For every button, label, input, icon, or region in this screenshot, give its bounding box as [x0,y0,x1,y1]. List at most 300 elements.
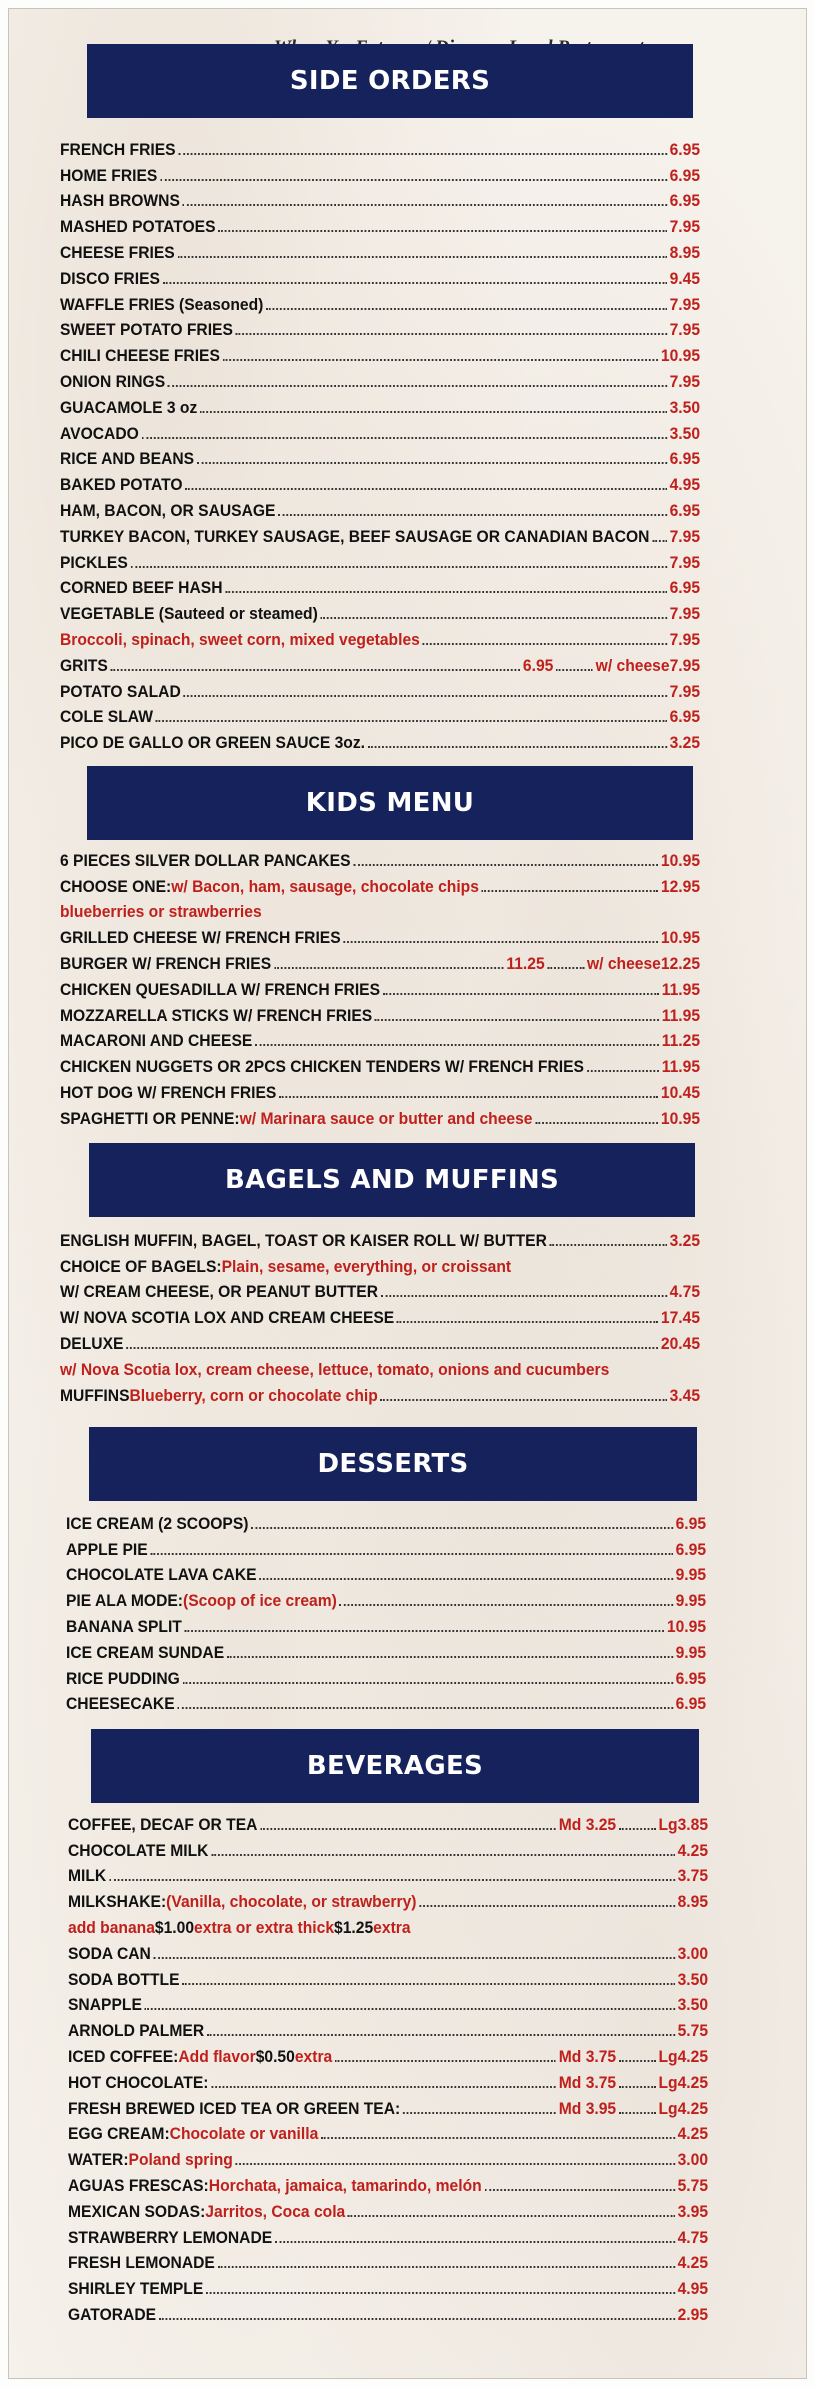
menu-item [68,2067,708,2093]
menu-item [66,1611,706,1637]
item-price: 7.95 [669,526,701,546]
leader-dots [535,1122,658,1124]
menu-item [60,1077,700,1103]
menu-item [68,1912,708,1938]
menu-item [68,1938,708,1964]
leader-dots [321,2137,675,2139]
leader-dots [419,1905,675,1907]
item-name: HAM, BACON, OR SAUSAGE [60,500,276,520]
menu-item [68,2170,708,2196]
leader-dots [227,1656,673,1658]
leader-dots [111,669,521,671]
leader-dots [177,1707,672,1709]
leader-dots [259,1578,672,1580]
menu-item [60,495,700,521]
menu-item [66,1508,706,1534]
item-price-large-label: Lg [658,2046,678,2066]
item-name: TURKEY BACON, TURKEY SAUSAGE, BEEF SAUSAGE OR CANADIAN BACON [60,526,650,546]
item-name: ICE CREAM (2 SCOOPS) [66,1513,249,1533]
leader-dots [223,359,658,361]
item-name: RICE AND BEANS [60,449,195,469]
desserts-list [66,1508,706,1714]
leader-dots [126,1347,658,1349]
item-name: FRESH LEMONADE [68,2253,215,2273]
leader-dots [142,437,667,439]
leader-dots [211,1854,675,1856]
item-price: 10.95 [666,1616,707,1636]
menu-item [60,315,700,341]
item-price: 10.45 [660,1082,701,1102]
item-name: CHOICE OF BAGELS: [60,1256,222,1276]
item-name: CHICKEN QUESADILLA W/ FRENCH FRIES [60,979,381,999]
banner-beverages: BEVERAGES [91,1729,699,1803]
item-price-small: Md 3.75 [558,2072,617,2092]
item-price: 7.95 [669,604,701,624]
menu-item [60,366,700,392]
item-name: STRAWBERRY LEMONADE [68,2227,273,2247]
menu-item [68,2196,708,2222]
leader-dots [375,1019,659,1021]
item-price: 6.95 [669,449,701,469]
leader-dots [340,1604,673,1606]
item-price: 3.25 [669,733,701,753]
item-price: 4.75 [677,2227,709,2247]
menu-item [66,1534,706,1560]
leader-dots [145,2008,675,2010]
item-name: PIE ALA MODE: [66,1591,184,1611]
menu-item [68,2093,708,2119]
leader-dots [131,566,667,568]
menu-item [66,1663,706,1689]
item-price: 6.95 [675,1513,707,1533]
menu-item [60,1302,700,1328]
item-price: 11.95 [661,1005,701,1025]
item-name: COLE SLAW [60,707,153,727]
item-price: 20.45 [660,1333,701,1353]
bagels-list [60,1225,700,1406]
item-description: (Scoop of ice cream) [183,1591,337,1611]
item-price-large-label: Lg [658,2098,678,2118]
leader-dots [255,1044,659,1046]
item-price: 9.95 [675,1565,707,1585]
leader-dots [321,617,667,619]
item-name: GRILLED CHEESE W/ FRENCH FRIES [60,928,341,948]
item-price: 7.95 [669,681,701,701]
item-name: ARNOLD PALMER [68,2021,205,2041]
item-name: W/ CREAM CHEESE, OR PEANUT BUTTER [60,1282,379,1302]
item-price: 3.50 [677,1969,709,1989]
menu-item [60,521,700,547]
leader-dots [381,1295,667,1297]
item-name: HASH BROWNS [60,191,180,211]
item-note: $1.25 [334,1917,374,1937]
item-price: 17.45 [660,1308,701,1328]
leader-dots [207,2034,675,2036]
item-note: w/ Nova Scotia lox, cream cheese, lettuce, tomato, onions and cucumbers [60,1359,610,1379]
item-price: 6.95 [669,139,701,159]
leader-dots [556,669,593,671]
item-name: CHEESECAKE [66,1694,175,1714]
item-name: ICED COFFEE: [68,2046,179,2066]
leader-dots [236,2163,675,2165]
item-name: HOME FRIES [60,165,158,185]
item-name: DISCO FRIES [60,268,160,288]
menu-item [60,1225,700,1251]
kids-menu-list [60,845,700,1129]
leader-dots [484,2189,674,2191]
leader-dots [266,308,667,310]
item-note: $1.00 [154,1917,195,1937]
banner-kids-menu: KIDS MENU [87,766,693,840]
item-price: 11.25 [661,1031,701,1051]
menu-item [60,1277,700,1303]
item-price: 3.75 [677,1866,709,1886]
menu-item [68,2273,708,2299]
menu-item [60,871,700,897]
item-name: SPAGHETTI OR PENNE: [60,1108,240,1128]
item-name: MOZZARELLA STICKS W/ FRENCH FRIES [60,1005,373,1025]
menu-item [68,1835,708,1861]
item-price: 7.95 [669,294,701,314]
item-price: 10.95 [660,928,701,948]
item-price: 6.95 [669,578,701,598]
menu-item [60,676,700,702]
leader-dots [397,1321,658,1323]
item-price: 3.85 [677,1814,709,1834]
leader-dots [154,1957,675,1959]
item-name: GATORADE [68,2304,157,2324]
leader-dots [652,540,667,542]
menu-item [60,845,700,871]
menu-item [68,2299,708,2325]
leader-dots [383,993,659,995]
item-name: DELUXE [60,1333,124,1353]
item-name: CHOOSE ONE: [60,876,172,896]
item-price: 3.25 [669,1230,701,1250]
item-price: 7.95 [669,217,701,237]
item-price: 5.75 [677,2175,709,2195]
menu-item [60,211,700,237]
item-note: Broccoli, spinach, sweet corn, mixed vegetables [60,629,420,649]
item-name: COFFEE, DECAF OR TEA [68,1814,258,1834]
item-name: CHOCOLATE MILK [68,1840,209,1860]
leader-dots [160,179,667,181]
leader-dots [260,1828,556,1830]
menu-item [60,160,700,186]
item-name: HOT CHOCOLATE: [68,2072,209,2092]
leader-dots [211,2086,556,2088]
item-name: CHOCOLATE LAVA CAKE [66,1565,257,1585]
item-price: 3.00 [677,2150,709,2170]
item-price-large-label: w/ cheese [586,953,661,973]
menu-item [60,134,700,160]
item-name: RICE PUDDING [66,1668,180,1688]
item-description: Poland spring [128,2150,233,2170]
menu-item [68,2144,708,2170]
menu-item [60,573,700,599]
item-note: extra or extra thick [194,1917,335,1937]
leader-dots [381,1399,667,1401]
leader-dots [550,1244,667,1246]
item-name: CHEESE FRIES [60,242,175,262]
leader-dots [353,864,658,866]
item-extra-price: $0.50 [255,2046,295,2066]
item-price: 9.95 [675,1591,707,1611]
menu-item [66,1689,706,1715]
menu-item [60,974,700,1000]
item-price-large-label: Lg [658,1814,678,1834]
leader-dots [185,488,667,490]
side-orders-list [60,134,700,753]
menu-item [60,598,700,624]
item-description: w/ Marinara sauce or butter and cheese [239,1108,533,1128]
menu-item [60,469,700,495]
menu-item [60,1026,700,1052]
menu-item [68,1964,708,1990]
item-name: SODA BOTTLE [68,1969,180,1989]
menu-item [68,2041,708,2067]
item-price: 10.95 [660,850,701,870]
menu-item [66,1560,706,1586]
leader-dots [182,1983,675,1985]
item-price: 6.95 [669,707,701,727]
item-price: 11.95 [661,1057,701,1077]
leader-dots [178,153,666,155]
leader-dots [619,2112,656,2114]
item-name: APPLE PIE [66,1539,148,1559]
menu-item [60,1251,700,1277]
item-name: FRENCH FRIES [60,139,176,159]
menu-item [60,547,700,573]
leader-dots [274,967,504,969]
item-name: ENGLISH MUFFIN, BAGEL, TOAST OR KAISER ROLL W/ BUTTER [60,1230,547,1250]
leader-dots [225,591,667,593]
menu-item [68,2119,708,2145]
item-name: EGG CREAM: [68,2124,170,2144]
menu-item [60,702,700,728]
menu-item [60,650,700,676]
item-price: 4.25 [677,2253,709,2273]
leader-dots [200,411,667,413]
item-description: Blueberry, corn or chocolate chip [129,1385,378,1405]
menu-item [60,1328,700,1354]
banner-bagels-muffins: BAGELS AND MUFFINS [89,1143,695,1217]
item-name: BURGER W/ FRENCH FRIES [60,953,272,973]
item-price-small: Md 3.95 [558,2098,617,2118]
leader-dots [587,1070,659,1072]
menu-item [60,1354,700,1380]
item-price: 7.95 [669,629,701,649]
item-name: VEGETABLE (Sauteed or steamed) [60,604,318,624]
item-price: 4.25 [677,2046,709,2066]
menu-item [60,340,700,366]
item-price: 7.95 [669,320,701,340]
leader-dots [236,333,667,335]
leader-dots [156,720,667,722]
item-name: PICKLES [60,552,128,572]
item-price: 10.95 [660,346,701,366]
item-name: CHICKEN NUGGETS OR 2PCS CHICKEN TENDERS W/ FRENCH FRIES [60,1057,584,1077]
item-price: 6.95 [675,1694,707,1714]
item-price-large-label: Lg [658,2072,678,2092]
item-price: 7.95 [669,371,701,391]
item-price: 8.95 [669,242,701,262]
item-name: BANANA SPLIT [66,1616,182,1636]
item-price-small: 11.25 [506,953,545,973]
item-price: 6.95 [669,500,701,520]
menu-item [68,1861,708,1887]
item-name: MILK [68,1866,107,1886]
item-name: MASHED POTATOES [60,217,216,237]
item-price: 3.50 [669,423,701,443]
menu-item [60,1380,700,1406]
menu-item [60,186,700,212]
leader-dots [218,230,667,232]
leader-dots [279,1096,658,1098]
menu-item [68,2248,708,2274]
item-price: 4.25 [677,2098,709,2118]
menu-item [60,948,700,974]
leader-dots [150,1553,672,1555]
item-description: Add flavor [178,2046,256,2066]
item-name: WAFFLE FRIES (Seasoned) [60,294,264,314]
item-price: 7.95 [669,552,701,572]
leader-dots [335,2060,556,2062]
item-price-small: Md 3.75 [558,2046,617,2066]
banner-desserts: DESSERTS [89,1427,697,1501]
leader-dots [159,2318,675,2320]
item-price: 10.95 [660,1108,701,1128]
leader-dots [218,2266,675,2268]
item-price-small: 6.95 [522,655,554,675]
menu-item [60,624,700,650]
item-name: WATER: [68,2150,129,2170]
menu-item [60,392,700,418]
leader-dots [109,1879,675,1881]
menu-item [68,2222,708,2248]
item-price: 9.45 [669,268,701,288]
item-description: (Vanilla, chocolate, or strawberry) [166,1892,417,1912]
item-name: SHIRLEY TEMPLE [68,2279,204,2299]
item-price: 4.25 [677,1840,709,1860]
item-price: 7.95 [669,655,701,675]
item-description: w/ Bacon, ham, sausage, chocolate chips [171,876,479,896]
leader-dots [368,746,667,748]
item-description: Plain, sesame, everything, or croissant [221,1256,512,1276]
leader-dots [619,2060,656,2062]
item-price: 2.95 [677,2304,709,2324]
menu-item [60,418,700,444]
leader-dots [403,2112,556,2114]
item-description: Horchata, jamaica, tamarindo, melón [208,2175,482,2195]
leader-dots [168,385,667,387]
item-price: 6.95 [669,191,701,211]
item-name: GRITS [60,655,108,675]
leader-dots [482,890,658,892]
leader-dots [185,1630,664,1632]
item-name: GUACAMOLE 3 oz [60,397,198,417]
leader-dots [163,282,667,284]
item-name: AGUAS FRESCAS: [68,2175,209,2195]
leader-dots [547,967,584,969]
item-name: SNAPPLE [68,1995,142,2015]
item-price: 4.75 [669,1282,701,1302]
item-name: BAKED POTATO [60,475,183,495]
leader-dots [197,462,667,464]
item-price: 12.95 [660,876,701,896]
item-name: HOT DOG W/ FRENCH FRIES [60,1082,277,1102]
item-price: 6.95 [669,165,701,185]
item-name: MACARONI AND CHEESE [60,1031,253,1051]
item-name: MUFFINS [60,1385,130,1405]
item-name: POTATO SALAD [60,681,181,701]
leader-dots [183,1682,673,1684]
leader-dots [619,1828,656,1830]
item-note: add banana [68,1917,155,1937]
item-name: PICO DE GALLO OR GREEN SAUCE 3oz. [60,733,366,753]
menu-item [60,263,700,289]
beverages-list [68,1809,708,2325]
item-note: blueberries or strawberries [60,902,262,922]
item-name: W/ NOVA SCOTIA LOX AND CREAM CHEESE [60,1308,395,1328]
item-price: 3.95 [677,2201,709,2221]
item-price-small: Md 3.25 [558,1814,617,1834]
menu-item [68,1990,708,2016]
menu-item [68,1809,708,1835]
item-name: AVOCADO [60,423,139,443]
menu-item [60,237,700,263]
item-price-large-label: w/ cheese [595,655,670,675]
item-price: 3.00 [677,1943,709,1963]
item-price: 3.50 [677,1995,709,2015]
menu-item [60,922,700,948]
item-description: extra [294,2046,333,2066]
item-price: 4.25 [677,2072,709,2092]
leader-dots [423,643,667,645]
menu-item [60,897,700,923]
item-name: ONION RINGS [60,371,166,391]
item-name: 6 PIECES SILVER DOLLAR PANCAKES [60,850,351,870]
menu-item [60,1000,700,1026]
item-price: 3.50 [669,397,701,417]
item-price: 3.45 [669,1385,701,1405]
item-price: 11.95 [661,979,701,999]
item-note: extra [373,1917,411,1937]
item-name: SODA CAN [68,1943,151,1963]
item-price: 6.95 [675,1668,707,1688]
item-price: 12.25 [660,953,701,973]
item-name: SWEET POTATO FRIES [60,320,233,340]
item-price: 4.95 [677,2279,709,2299]
item-description: Jarritos, Coca cola [205,2201,346,2221]
item-name: FRESH BREWED ICED TEA OR GREEN TEA: [68,2098,401,2118]
banner-side-orders: SIDE ORDERS [87,44,693,118]
leader-dots [251,1527,673,1529]
leader-dots [278,514,667,516]
item-name: MEXICAN SODAS: [68,2201,206,2221]
item-price: 8.95 [677,1892,709,1912]
leader-dots [275,2241,675,2243]
leader-dots [206,2292,675,2294]
menu-item [66,1585,706,1611]
item-price: 6.95 [675,1539,707,1559]
item-name: CORNED BEEF HASH [60,578,223,598]
leader-dots [343,941,658,943]
item-description: Chocolate or vanilla [169,2124,319,2144]
item-price: 5.75 [677,2021,709,2041]
leader-dots [348,2215,675,2217]
item-name: MILKSHAKE: [68,1892,167,1912]
